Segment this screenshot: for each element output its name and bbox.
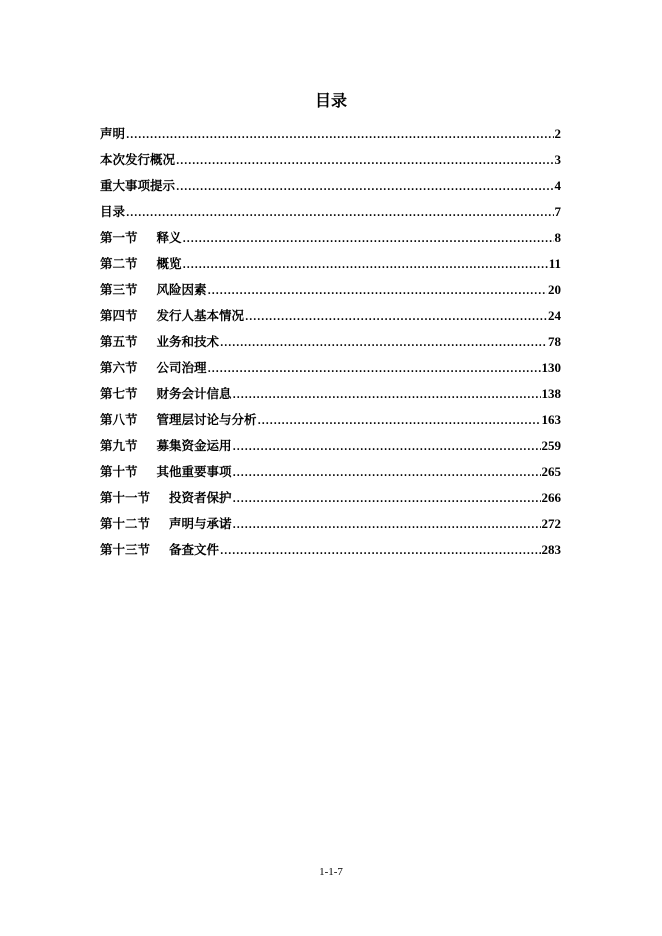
dot-leader [220, 546, 540, 557]
toc-entry-title: 其他重要事项 [156, 464, 232, 479]
toc-page-number: 3 [554, 152, 561, 167]
toc-entry-title: 募集资金运用 [156, 438, 232, 453]
toc-entry-title: 释义 [156, 230, 182, 245]
toc-section-label: 第三节 [100, 282, 138, 297]
toc-page-number: 24 [548, 308, 561, 323]
toc-section-label: 第二节 [100, 256, 138, 271]
toc-page-number: 259 [541, 438, 561, 453]
toc-page-number: 2 [554, 126, 561, 141]
toc-page-number: 272 [541, 516, 561, 531]
dot-leader [126, 208, 553, 219]
dot-leader [208, 364, 541, 375]
toc-entry-title: 发行人基本情况 [156, 308, 245, 323]
toc-entry[interactable] [100, 384, 561, 410]
toc-page-number: 8 [554, 230, 561, 245]
toc-entry[interactable] [100, 514, 561, 540]
dot-leader [233, 520, 541, 531]
toc-entry[interactable] [100, 280, 561, 306]
toc-section-label: 第十节 [100, 464, 138, 479]
dot-leader [208, 286, 547, 297]
dot-leader [245, 312, 547, 323]
toc-entry[interactable] [100, 436, 561, 462]
toc-section-label: 第十一节 [100, 490, 151, 505]
toc-page-number: 130 [541, 360, 561, 375]
toc-entry-title: 声明与承诺 [169, 516, 232, 531]
toc-entry-title: 业务和技术 [156, 334, 220, 349]
toc-entry[interactable] [100, 150, 561, 176]
dot-leader [176, 156, 553, 167]
toc-page-number: 138 [541, 386, 561, 401]
toc-entry[interactable] [100, 462, 561, 488]
toc-entry-title: 财务会计信息 [156, 386, 232, 401]
dot-leader [233, 390, 541, 401]
toc-entry[interactable] [100, 540, 561, 566]
toc-entry-title: 重大事项提示 [100, 178, 176, 193]
toc-entry-title: 管理层讨论与分析 [156, 412, 257, 427]
dot-leader [176, 182, 553, 193]
toc-entry-title: 目录 [100, 204, 126, 219]
toc-entry[interactable] [100, 306, 561, 332]
toc-entry[interactable] [100, 488, 561, 514]
toc-section-label: 第六节 [100, 360, 138, 375]
toc-page-number: 11 [548, 256, 561, 271]
toc-entry[interactable] [100, 410, 561, 436]
toc-entry-title: 投资者保护 [169, 490, 232, 505]
toc-entry-title: 公司治理 [156, 360, 207, 375]
toc-entry-title: 概览 [156, 256, 182, 271]
toc-page-number: 283 [541, 542, 561, 557]
toc-page-number: 4 [554, 178, 561, 193]
toc-entry[interactable] [100, 358, 561, 384]
toc-section-label: 第十二节 [100, 516, 151, 531]
toc-entry[interactable] [100, 254, 561, 280]
toc-page-number: 266 [541, 490, 561, 505]
dot-leader [233, 494, 541, 505]
toc-section-label: 第八节 [100, 412, 138, 427]
dot-leader [233, 468, 541, 479]
toc-section-label: 第一节 [100, 230, 138, 245]
toc-entry[interactable] [100, 228, 561, 254]
toc-entry[interactable] [100, 124, 561, 150]
page-title: 目录 [314, 91, 347, 110]
dot-leader [233, 442, 541, 453]
toc-section-label: 第五节 [100, 334, 138, 349]
dot-leader [220, 338, 547, 349]
toc-entry-title: 本次发行概况 [100, 152, 176, 167]
toc-page-number: 163 [541, 412, 561, 427]
dot-leader [126, 130, 553, 141]
toc-section-label: 第九节 [100, 438, 138, 453]
toc-page-number: 7 [554, 204, 561, 219]
dot-leader [258, 416, 541, 427]
toc-page-number: 20 [548, 282, 561, 297]
toc-page-number: 78 [548, 334, 561, 349]
toc-section-label: 第四节 [100, 308, 138, 323]
toc-entry-title: 风险因素 [156, 282, 207, 297]
toc-page-number: 265 [541, 464, 561, 479]
dot-leader [183, 260, 548, 271]
toc-entry[interactable] [100, 332, 561, 358]
toc-entry[interactable] [100, 202, 561, 228]
table-of-contents [100, 124, 561, 566]
toc-entry[interactable] [100, 176, 561, 202]
toc-section-label: 第十三节 [100, 542, 151, 557]
toc-entry-title: 声明 [100, 126, 126, 141]
toc-section-label: 第七节 [100, 386, 138, 401]
toc-entry-title: 备查文件 [169, 542, 220, 557]
page-number: 1-1-7 [319, 866, 343, 878]
dot-leader [183, 234, 554, 245]
